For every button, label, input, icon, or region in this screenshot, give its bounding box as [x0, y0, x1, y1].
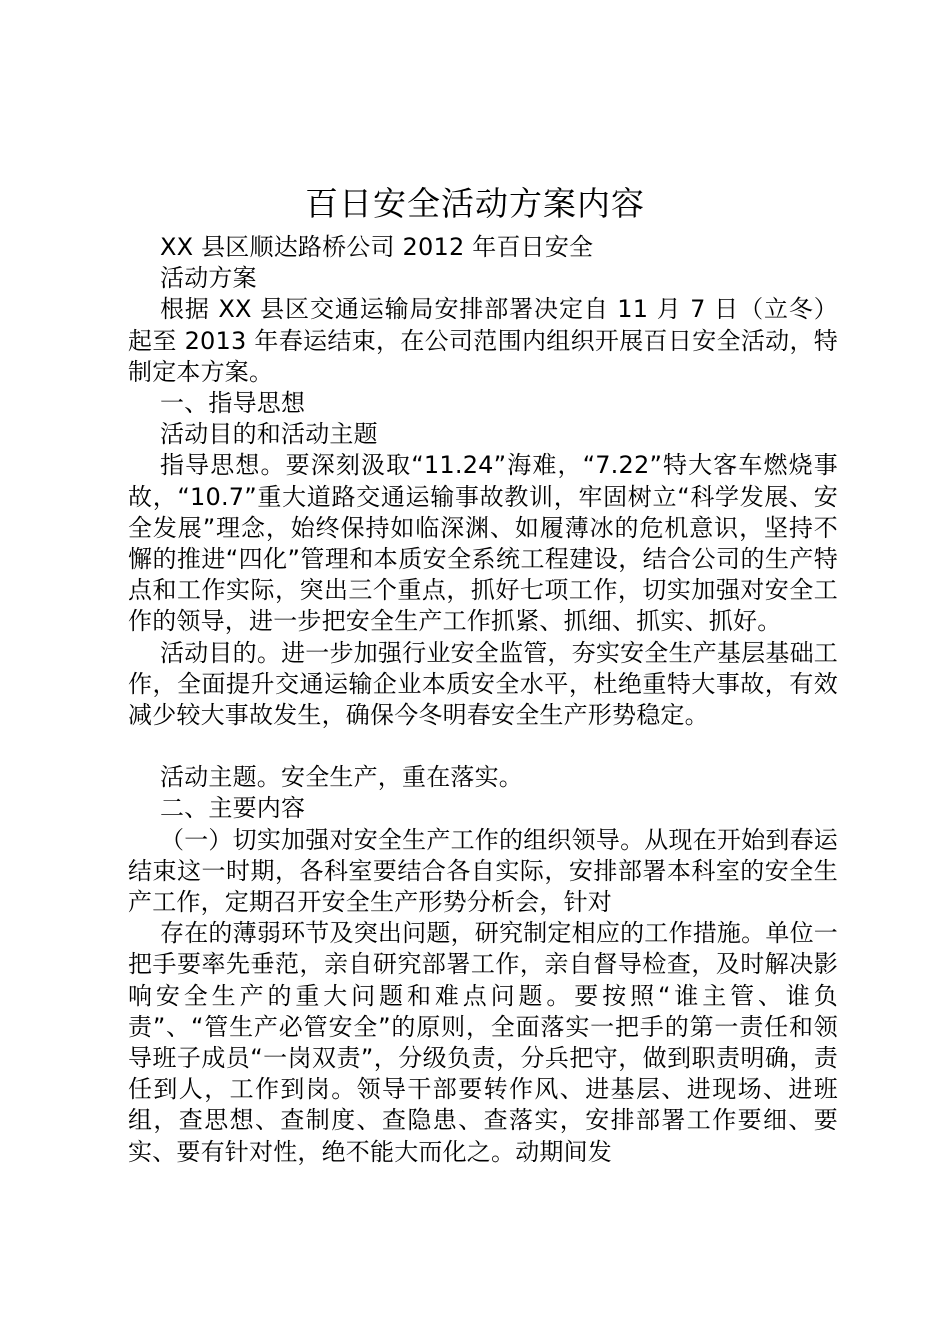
paragraph-item-one-continued: 存在的薄弱环节及突出问题，研究制定相应的工作措施。单位一把手要率先垂范，亲自研究部署工作，亲自督导检查，及时解决影响安全生产的重大问题和难点问题。要按照“谁主管、谁负责”、“管生产必管安全”的原则，全面落实一把手的第一责任和领导班子成员“一岗双责”，分级负责，分兵把守，做到职责明确，责任到人，工作到岗。领导干部要转作风、进基层、进现场、进班组，查思想、查制度、查隐患、查落实，安排部署工作要细、要实、要有针对性，绝不能大而化之。动期间发: [128, 919, 838, 1166]
document-body: [128, 232, 838, 1168]
heading-plan-label: 活动方案: [160, 264, 257, 293]
paragraph-activity-purpose: 活动目的。进一步加强行业安全监管，夯实安全生产基层基础工作，全面提升交通运输企业本质安全水平，杜绝重特大事故，有效减少较大事故发生，确保今冬明春安全生产形势稳定。: [128, 638, 838, 730]
paragraph-guiding-ideology: 指导思想。要深刻汲取“11.24”海难，“7.22”特大客车燃烧事故，“10.7”重大道路交通运输事故教训，牢固树立“科学发展、安全发展”理念，始终保持如临深渊、如履薄冰的危机意识，坚持不懈的推进“四化”管理和本质安全系统工程建设，结合公司的生产特点和工作实际，突出三个重点，抓好七项工作，切实加强对安全工作的领导，进一步把安全生产工作抓紧、抓细、抓实、抓好。: [128, 451, 838, 636]
paragraph-intro: 根据 XX 县区交通运输局安排部署决定自 11 月 7 日（立冬）起至 2013 年春运结束，在公司范围内组织开展百日安全活动，特制定本方案。: [128, 295, 838, 386]
paragraph-item-one: （一）切实加强对安全生产工作的组织领导。从现在开始到春运结束这一时期，各科室要结合各自实际，安排部署本科室的安全生产工作，定期召开安全生产形势分析会，针对: [128, 825, 838, 917]
section-heading-main-content: 二、主要内容: [160, 794, 306, 823]
paragraph-activity-theme: 活动主题。安全生产，重在落实。: [160, 763, 523, 792]
section-heading-guiding-ideology: 一、指导思想: [160, 389, 306, 418]
subheading-purpose-theme: 活动目的和活动主题: [160, 420, 378, 449]
heading-company-plan: XX 县区顺达路桥公司 2012 年百日安全: [160, 233, 594, 261]
document-title: 百日安全活动方案内容: [305, 184, 645, 223]
